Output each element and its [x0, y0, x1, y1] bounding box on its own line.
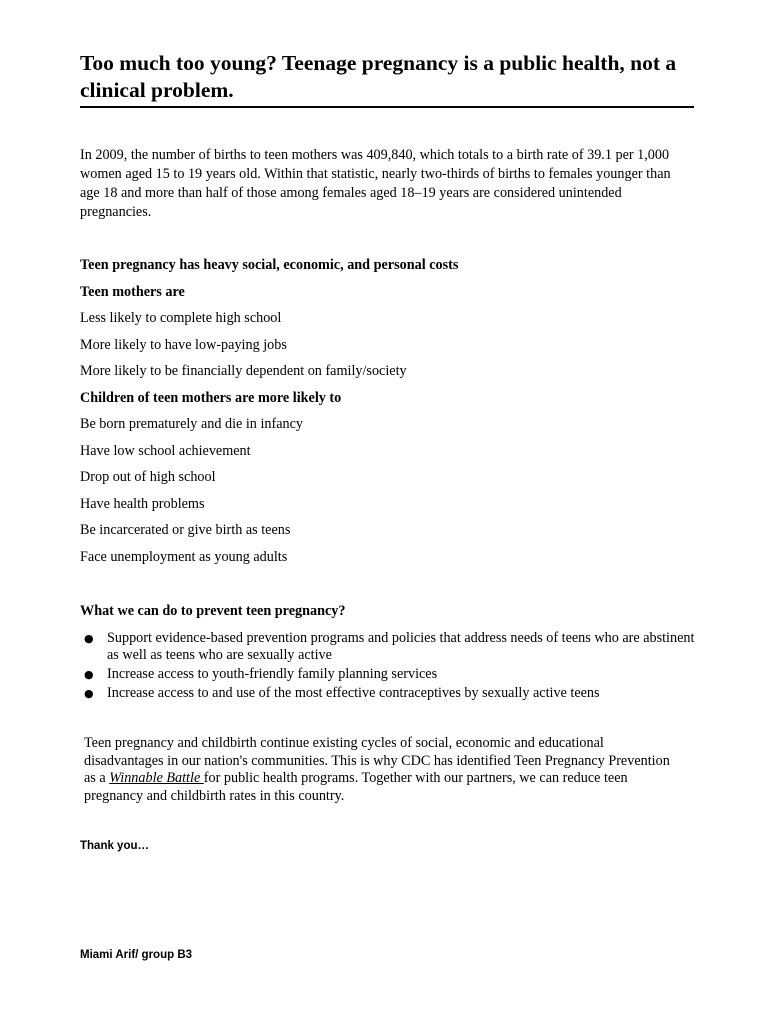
closing-text: Teen pregnancy and childbirth continue existing cycles of social, economic and educational disadvantages in our nation's communities. This is why CDC has identified Teen Pregnancy Prevention as a — [84, 735, 670, 786]
bullet-icon: ● — [84, 668, 94, 681]
children-item: Have health problems — [80, 496, 205, 512]
mothers-heading: Teen mothers are — [80, 284, 185, 300]
costs-heading: Teen pregnancy has heavy social, economic, and personal costs — [80, 257, 459, 273]
closing-text-end: for public health programs. Together with our partners, we can reduce teen pregnancy and childbirth rates in this country. — [84, 770, 628, 804]
closing-paragraph — [84, 735, 684, 805]
children-item: Be born prematurely and die in infancy — [80, 416, 303, 432]
list-item — [80, 666, 700, 683]
mothers-item: More likely to be financially dependent on family/society — [80, 363, 407, 379]
prevention-list — [80, 630, 700, 704]
list-item-text: Support evidence-based prevention programs and policies that address needs of teens who are abstinent as well as teens who are sexually active — [107, 630, 695, 663]
list-item-text: Increase access to youth-friendly family planning services — [107, 666, 438, 682]
children-item: Face unemployment as young adults — [80, 549, 288, 565]
intro-paragraph: In 2009, the number of births to teen mothers was 409,840, which totals to a birth rate of 39.1 per 1,000 women aged 15 to 19 years old. Within that statistic, nearly two-thirds of births to females younger than age 18 and more than half of those among females aged 18–19 years are considered unintended pregnancies. — [80, 147, 671, 220]
prevention-heading: What we can do to prevent teen pregnancy? — [80, 603, 346, 619]
mothers-item: Less likely to complete high school — [80, 310, 282, 326]
winnable-battle-link[interactable]: Winnable Battle — [109, 770, 204, 786]
list-item — [80, 685, 700, 702]
thank-you-note: Thank you… — [80, 840, 150, 852]
document-title: Too much too young? Teenage pregnancy is a public health, not a clinical problem. — [80, 51, 677, 102]
children-item: Be incarcerated or give birth as teens — [80, 522, 291, 538]
author-credit: Miami Arif/ group B3 — [80, 949, 193, 961]
title-underline — [80, 106, 694, 108]
bullet-icon: ● — [84, 687, 94, 700]
children-heading: Children of teen mothers are more likely to — [80, 390, 342, 406]
bullet-icon: ● — [84, 632, 94, 645]
children-item: Have low school achievement — [80, 443, 251, 459]
mothers-item: More likely to have low-paying jobs — [80, 337, 287, 353]
list-item-text: Increase access to and use of the most effective contraceptives by sexually active teens — [107, 685, 600, 701]
children-item: Drop out of high school — [80, 469, 216, 485]
list-item — [80, 630, 700, 664]
